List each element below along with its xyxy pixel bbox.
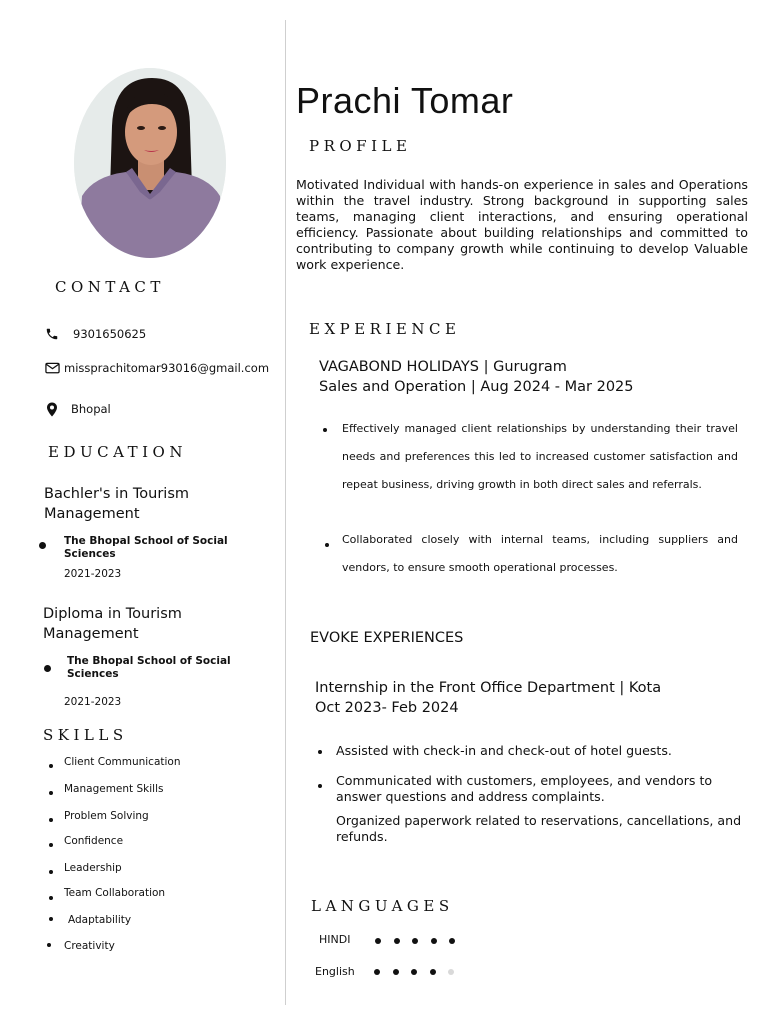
bullet-dot (39, 542, 46, 549)
language-level-dot (411, 969, 417, 975)
location-text: Bhopal (71, 402, 111, 416)
profile-summary: Motivated Individual with hands-on experience in sales and Operations within the travel industry. Strong background in supporting sales teams, managing client interactions, and ensuring operational efficiency. Passionate about building relationships and committed to contributing to company growth while continuing to develop Valuable work experience. (296, 177, 748, 272)
language-level-dot (374, 969, 380, 975)
bullet-dot (49, 764, 53, 768)
skill-item: Leadership (64, 862, 122, 874)
bullet-dot (49, 843, 53, 847)
job2-dates: Oct 2023- Feb 2024 (315, 700, 459, 716)
profile-photo (74, 68, 226, 258)
language-level-dot (448, 969, 454, 975)
bullet-dot (49, 917, 53, 921)
job1-company: VAGABOND HOLIDAYS | Gurugram (319, 359, 567, 375)
skill-item: Confidence (64, 835, 124, 847)
job1-bullet: Collaborated closely with internal teams, including suppliers and vendors, to ensure smooth operational processes. (342, 533, 738, 574)
bullet-dot (49, 791, 53, 795)
bullet-dot (318, 750, 322, 754)
skills-section-title: SKILLS (43, 726, 128, 744)
bullet-dot (49, 818, 53, 822)
candidate-name: Prachi Tomar (296, 80, 514, 121)
education-degree-1: Bachler's in Tourism Management (44, 486, 190, 522)
bullet-dot (47, 943, 51, 947)
language-name: English (315, 965, 355, 978)
profile-section-title: PROFILE (309, 137, 412, 155)
job1-role: Sales and Operation | Aug 2024 - Mar 2025 (319, 379, 634, 395)
contact-email (44, 360, 269, 376)
column-divider (285, 20, 286, 1005)
language-level-dot (375, 938, 381, 944)
education-school-2: The Bhopal School of Social Sciences (67, 655, 231, 680)
job2-bullet: Organized paperwork related to reservations, cancellations, and refunds. (336, 813, 742, 844)
location-pin-icon (44, 401, 60, 417)
education-years-2: 2021-2023 (64, 696, 122, 708)
profile-photo-illustration (74, 68, 226, 258)
education-school-1: The Bhopal School of Social Sciences (64, 535, 228, 560)
job2-role: Internship in the Front Office Department | Kota (315, 680, 662, 696)
skill-item: Team Collaboration (64, 887, 166, 899)
education-degree-2: Diploma in Tourism Management (43, 606, 182, 642)
bullet-dot (44, 665, 51, 672)
language-name: HINDI (319, 933, 351, 946)
language-level-dot (431, 938, 437, 944)
contact-section-title: CONTACT (55, 278, 165, 296)
bullet-dot (323, 428, 327, 432)
language-level-dot (412, 938, 418, 944)
language-level-dot (393, 969, 399, 975)
contact-phone (44, 326, 146, 342)
skill-item: Creativity (64, 940, 115, 952)
job1-bullet: Effectively managed client relationships by understanding their travel needs and preferences this led to increased customer satisfaction and repeat business, driving growth in both direct sales and referrals. (342, 422, 738, 491)
phone-icon (44, 326, 60, 342)
bullet-dot (325, 543, 329, 547)
bullet-dot (49, 896, 53, 900)
job2-bullet: Assisted with check-in and check-out of hotel guests. (336, 743, 672, 758)
language-level-dot (394, 938, 400, 944)
job2-bullet: Communicated with customers, employees, and vendors to answer questions and address complaints. (336, 773, 713, 804)
contact-location (44, 401, 111, 417)
bullet-dot (318, 784, 322, 788)
phone-number: 9301650625 (73, 327, 147, 341)
mail-icon (44, 360, 60, 376)
experience-section-title: EXPERIENCE (309, 320, 461, 338)
skill-item: Client Communication (64, 756, 181, 768)
education-years-1: 2021-2023 (64, 568, 122, 580)
skill-item: Problem Solving (64, 810, 149, 822)
languages-section-title: LANGUAGES (311, 897, 454, 915)
language-level-dot (430, 969, 436, 975)
job2-company: EVOKE EXPERIENCES (310, 630, 464, 646)
email-address: missprachitomar93016@gmail.com (64, 361, 270, 375)
skill-item: Adaptability (68, 914, 132, 926)
language-level-dot (449, 938, 455, 944)
skill-item: Management Skills (64, 783, 164, 795)
education-section-title: EDUCATION (48, 443, 187, 461)
bullet-dot (49, 870, 53, 874)
